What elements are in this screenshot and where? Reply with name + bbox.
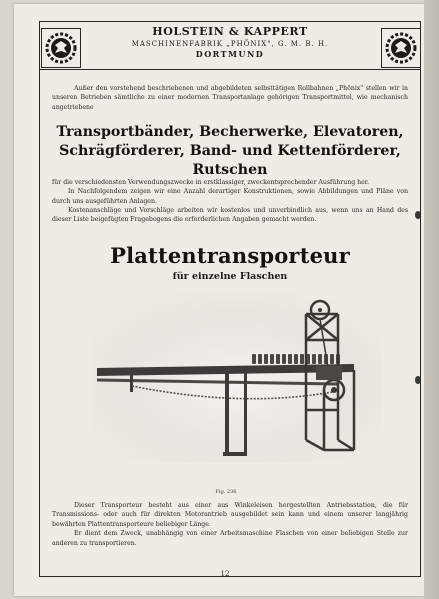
headline-line-1: Transportbänder, Becherwerke, Elevatoren, (56, 124, 404, 140)
product-headline (48, 123, 412, 180)
plate-conveyor-illustration (92, 290, 382, 462)
headline-line-2: Schrägförderer, Band- und Kettenförderer, (59, 143, 401, 159)
description-paragraph-2: Er dient dem Zweck, unabhängig von einer Arbeitsmaschine Flaschen von einer beliebigen Stelle zur anderen zu transportieren. (52, 530, 408, 547)
header-divider (39, 69, 421, 70)
description-text (52, 501, 408, 548)
company-name: HOLSTEIN & KAPPERT (152, 25, 308, 38)
body-paragraph-1: für die verschiedensten Verwendungszwecke in erstklassiger, zweckentsprechender Ausführung her. (52, 179, 370, 186)
page-number: 12 (220, 570, 230, 578)
headline-line-3: Rutschen (192, 162, 268, 178)
phoenix-emblem-icon (41, 28, 81, 68)
section-subtitle: für einzelne Flaschen (172, 271, 288, 282)
page-edge (424, 0, 439, 599)
phoenix-emblem-icon (381, 28, 421, 68)
description-paragraph-1: Dieser Transporteur besteht aus einer aus Winkeleisen hergestellten Antriebsstation, die für Transmissions- oder auch für direkten Motorantrieb ausgebildet sein kann und einem unserer langjährig bewährten Plattentransporteure beliebiger Länge. (52, 502, 408, 528)
section-title: Plattentransporteur (110, 243, 350, 268)
body-text (52, 178, 408, 224)
body-paragraph-3: Kostenanschläge und Vorschläge arbeiten wir kostenlos und unverbindlich aus, wenn uns an Hand des dieser Liste beigefügten Fragebogens die erforderlichen Angaben gemacht werden. (52, 206, 408, 224)
company-city: DORTMUND (195, 49, 265, 59)
letterhead (90, 25, 370, 60)
body-paragraph-2: In Nachfolgendem zeigen wir eine Anzahl derartiger Konstruktionen, sowie Abbildungen und Pläne von durch uns ausgeführten Anlagen. (52, 188, 408, 205)
intro-text (52, 84, 408, 112)
figure-label: Fig. 236 (215, 489, 237, 495)
company-subline: MASCHINENFABRIK „PHÖNIX", G. M. B. H. (131, 40, 329, 48)
intro-paragraph: Außer den vorstehend beschriebenen und abgebildeten selbsttätigen Rollbahnen „Phönix" stellen wir in unseren Betrieben sämtliche zu einer modernen Transportanlage gehörigen Transportmittel, wie mechanisch angetriebene (52, 85, 408, 111)
